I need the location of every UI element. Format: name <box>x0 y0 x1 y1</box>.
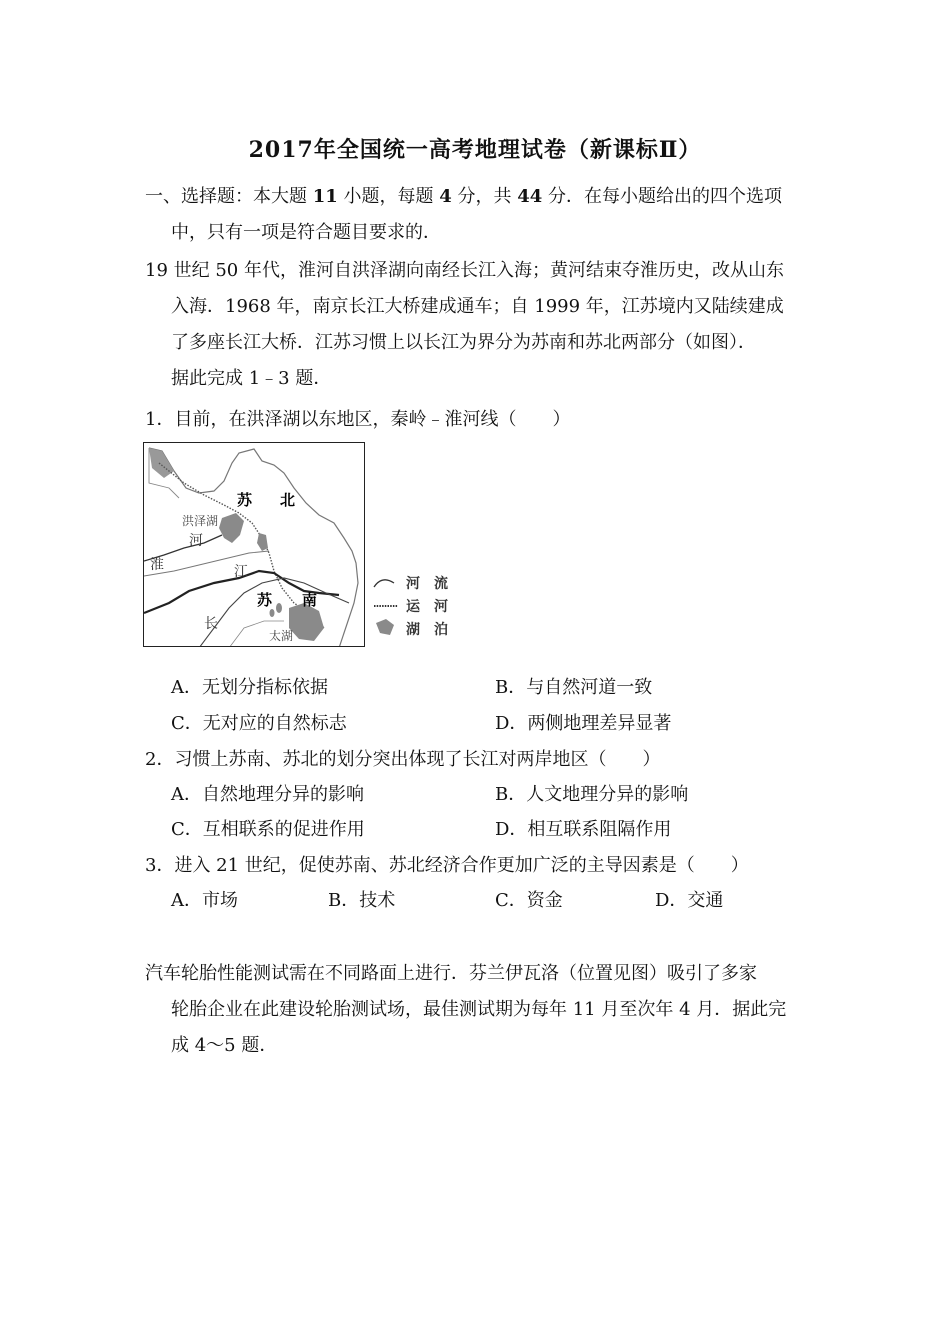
intro2-line-1: 汽车轮胎性能测试需在不同路面上进行．芬兰伊瓦洛（位置见图）吸引了多家 <box>145 963 757 984</box>
map-legend <box>372 571 462 641</box>
q2-option-b[interactable]: B．人文地理分异的影响 <box>495 784 689 805</box>
coastline <box>149 448 358 647</box>
jiangsu-map <box>143 442 365 647</box>
q1-option-c[interactable]: C．无对应的自然标志 <box>171 713 347 734</box>
intro1-line-2: 入海．1968 年，南京长江大桥建成通车；自 1999 年，江苏境内又陆续建成 <box>171 296 784 317</box>
hongze-lake <box>219 513 244 543</box>
canal <box>159 463 324 628</box>
map-graphic <box>144 443 365 647</box>
instruction-line-2: 中，只有一项是符合题目要求的． <box>171 222 441 243</box>
label-su-south-1: 苏 <box>257 592 273 609</box>
page-title: 2017年全国统一高考地理试卷（新课标Ⅱ） <box>248 137 702 163</box>
q1-option-b[interactable]: B．与自然河道一致 <box>495 677 653 698</box>
question-1-stem: 1．目前，在洪泽湖以东地区，秦岭﹣淮河线（ ） <box>145 409 571 430</box>
instruction-line-1: 一、选择题：本大题 11 小题，每题 4 分，共 44 分．在每小题给出的四个选项 <box>145 186 783 207</box>
q3-option-c[interactable]: C．资金 <box>495 890 563 911</box>
label-su-south-2: 南 <box>302 592 318 609</box>
legend-river-symbol <box>374 580 394 587</box>
small-lake <box>257 533 268 551</box>
intro1-line-1: 19 世纪 50 年代，淮河自洪泽湖向南经长江入海；黄河结束夺淮历史，改从山东 <box>145 260 784 281</box>
q2-option-d[interactable]: D．相互联系阻隔作用 <box>495 819 672 840</box>
northwest-shaded-area <box>149 448 174 478</box>
legend-canal-label: 运 河 <box>406 598 448 614</box>
label-jiang: 江 <box>234 563 248 579</box>
small-lake-2 <box>276 603 282 613</box>
label-he: 河 <box>189 532 203 548</box>
q3-option-d[interactable]: D．交通 <box>655 890 724 911</box>
intro2-line-3: 成 4～5 题． <box>171 1035 278 1056</box>
q3-option-a[interactable]: A．市场 <box>171 890 238 911</box>
intro1-line-4: 据此完成 1﹣3 题． <box>171 368 332 389</box>
label-chang: 长 <box>204 615 218 631</box>
q1-option-a[interactable]: A．无划分指标依据 <box>171 677 328 698</box>
label-su-north-2: 北 <box>280 492 296 509</box>
intro-passage-2 <box>145 956 810 1064</box>
q2-option-a[interactable]: A．自然地理分异的影响 <box>171 784 364 805</box>
section-instructions <box>145 179 810 251</box>
label-huai: 淮 <box>150 556 164 572</box>
label-taihu: 太湖 <box>269 629 294 643</box>
legend-river-label: 河 流 <box>406 575 448 591</box>
q3-option-b[interactable]: B．技术 <box>328 890 396 911</box>
label-hongze: 洪泽湖 <box>182 514 219 528</box>
q1-option-d[interactable]: D．两侧地理差异显著 <box>495 713 672 734</box>
legend-lake-label: 湖 泊 <box>406 621 448 637</box>
intro2-line-2: 轮胎企业在此建设轮胎测试场，最佳测试期为每年 11 月至次年 4 月．据此完 <box>171 999 787 1020</box>
question-3-stem: 3．进入 21 世纪，促使苏南、苏北经济合作更加广泛的主导因素是（ ） <box>145 855 749 876</box>
intro1-line-3: 了多座长江大桥．江苏习惯上以长江为界分为苏南和苏北两部分（如图）． <box>171 332 756 353</box>
intro-passage-1 <box>145 253 810 397</box>
label-su-north-1: 苏 <box>237 492 253 509</box>
question-2-stem: 2．习惯上苏南、苏北的划分突出体现了长江对两岸地区（ ） <box>145 749 661 770</box>
q2-option-c[interactable]: C．互相联系的促进作用 <box>171 819 365 840</box>
legend-lake-symbol <box>376 619 394 635</box>
small-lake-3 <box>270 609 275 617</box>
